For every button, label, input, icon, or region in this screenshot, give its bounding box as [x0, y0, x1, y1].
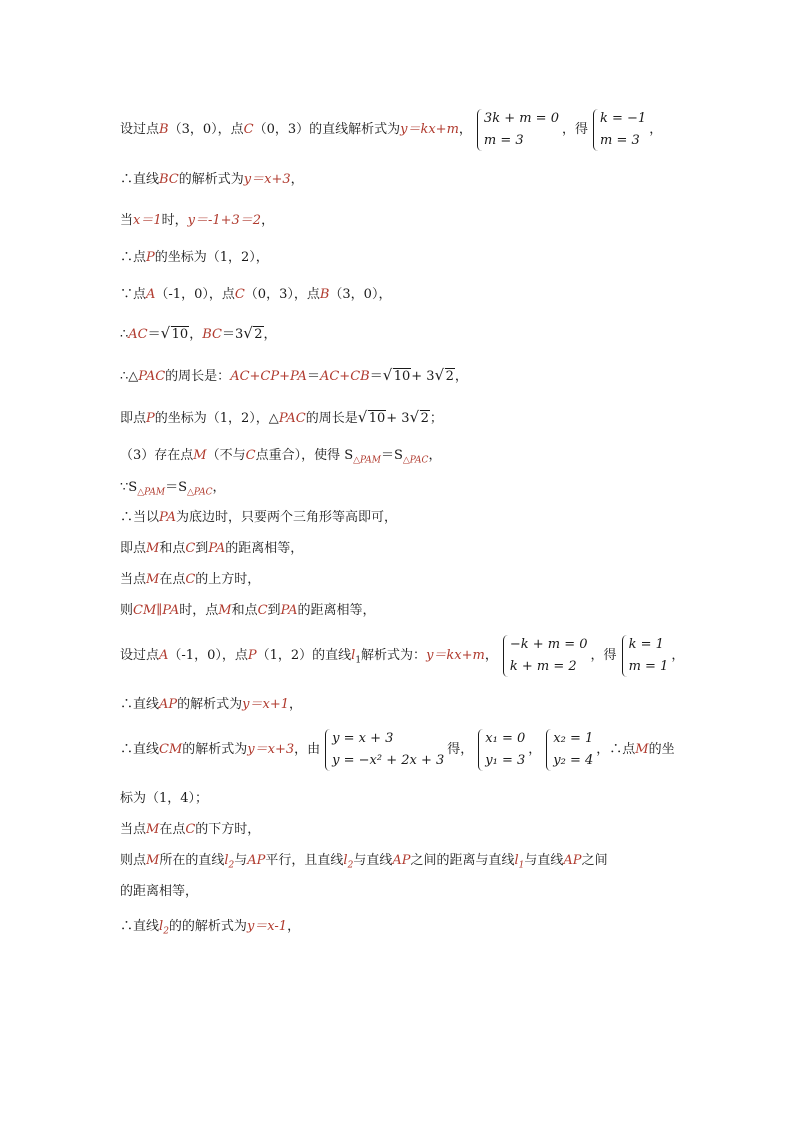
text: ∴直线: [120, 919, 160, 934]
text: 的周长是: [305, 411, 358, 426]
var: PA: [208, 541, 226, 556]
var: A: [146, 287, 156, 302]
text: 的上方时，: [195, 572, 261, 587]
text-line-12: [120, 540, 303, 558]
text-line-7: [120, 368, 468, 386]
equation: 3k + m = 0: [483, 110, 559, 126]
equation-system: [501, 634, 588, 678]
text: 为底边时，只要两个三角形等高即可，: [175, 510, 397, 525]
text: ，: [212, 480, 226, 495]
text: ，得: [561, 122, 588, 137]
subscript: △PAM: [137, 487, 166, 498]
text: ，∴点: [596, 742, 636, 757]
text: 的解析式为: [182, 742, 248, 757]
text: 到: [195, 541, 209, 556]
text: （不与: [206, 448, 246, 463]
var: C: [185, 572, 196, 587]
var: P: [247, 648, 257, 663]
equation: m = 3: [600, 132, 640, 148]
expr: x＝1: [133, 213, 162, 228]
text-line-20: [120, 852, 608, 875]
var: BC: [202, 327, 222, 342]
text: 时，: [161, 213, 188, 228]
var: B: [159, 122, 169, 137]
var: l: [343, 853, 348, 868]
var: C: [257, 603, 268, 618]
radicand: 2: [254, 327, 263, 342]
var: l: [224, 853, 229, 868]
text: 平行，且直线: [265, 853, 344, 868]
text-line-8: [120, 410, 443, 428]
text: 设过点: [120, 122, 160, 137]
text-line-17: [120, 726, 675, 774]
text: 的下方时，: [195, 822, 261, 837]
expr: y＝x+1: [242, 697, 290, 712]
text-line-3: [120, 212, 274, 230]
equation: m = 1: [628, 658, 669, 674]
text: 之间的距离与直线: [410, 853, 515, 868]
text: 的坐: [648, 742, 675, 757]
text: （0，3）的直线解析式为: [253, 122, 401, 137]
text-line-19: [120, 821, 260, 839]
var: M: [146, 822, 160, 837]
text: ∴: [120, 327, 129, 342]
text: （3）存在点: [120, 448, 194, 463]
text: ∥: [156, 603, 163, 618]
text-line-1: [120, 106, 662, 154]
text-line-14: [120, 602, 376, 620]
var: C: [185, 822, 196, 837]
text: 的坐标为（1，2），: [154, 250, 269, 265]
text: （0，3），点: [244, 287, 320, 302]
text: ∴当以: [120, 510, 160, 525]
text-line-11: [120, 509, 397, 527]
text: ∴直线: [120, 697, 160, 712]
text: ∴点: [120, 250, 147, 265]
var: PAC: [138, 369, 166, 384]
text: 在点: [159, 822, 186, 837]
var: PA: [159, 510, 176, 525]
text-line-9: [120, 447, 441, 470]
var: C: [245, 448, 256, 463]
subscript: △PAC: [402, 455, 429, 466]
text: ，由: [294, 742, 321, 757]
equation: y = −x² + 2x + 3: [332, 752, 445, 768]
radicand: 10: [393, 369, 411, 384]
equation: k + m = 2: [509, 658, 577, 674]
text: ＝S: [165, 480, 187, 495]
var: PA: [280, 603, 298, 618]
text: （1，2）的直线: [256, 648, 352, 663]
var: CM: [133, 603, 157, 618]
equation: k = −1: [600, 110, 647, 126]
text-line-2: [120, 171, 304, 189]
text: 到: [267, 603, 281, 618]
text: 当: [120, 213, 134, 228]
text-line-15: [120, 632, 684, 685]
equation: y₂ = 4: [553, 752, 594, 768]
text: 当点: [120, 572, 147, 587]
text: 所在的直线: [159, 853, 225, 868]
var: A: [159, 648, 169, 663]
expr: y＝kx+m: [426, 648, 485, 663]
text: （3，0），: [329, 287, 392, 302]
expr: y＝x-1: [246, 919, 288, 934]
text: 当点: [120, 822, 147, 837]
var: B: [319, 287, 330, 302]
text: ；: [429, 411, 443, 426]
var: PAC: [278, 411, 306, 426]
text: 在点: [159, 572, 186, 587]
text: + 3: [411, 369, 435, 384]
text: ，: [261, 213, 275, 228]
subscript: △PAM: [353, 455, 381, 466]
var: M: [146, 572, 160, 587]
text: ，: [484, 648, 498, 663]
text: 与直线: [524, 853, 564, 868]
text: ∴直线: [120, 172, 160, 187]
text: 即点: [120, 541, 147, 556]
text: ＝3: [221, 327, 244, 342]
sqrt: [384, 368, 412, 386]
radicand: 10: [171, 327, 189, 342]
expr: AC+CP+PA: [230, 369, 307, 384]
text: 的周长是：: [165, 369, 231, 384]
var: C: [185, 541, 196, 556]
var: l: [159, 919, 164, 934]
var: C: [234, 287, 245, 302]
sqrt: [359, 410, 387, 428]
equation: −k + m = 0: [509, 636, 588, 652]
text: 设过点: [120, 648, 160, 663]
var: M: [146, 853, 160, 868]
text: ，: [287, 919, 301, 934]
text: ，: [428, 448, 442, 463]
var: BC: [159, 172, 179, 187]
text: ，: [290, 172, 304, 187]
text: 的距离相等，: [297, 603, 376, 618]
text: 的坐标为（1，2），△: [154, 411, 279, 426]
equation-system: [323, 728, 444, 772]
var: M: [193, 448, 207, 463]
text: ＝: [147, 327, 161, 342]
equation: y = x + 3: [332, 730, 394, 746]
subscript: 1: [518, 860, 525, 871]
var: l: [514, 853, 519, 868]
text: ，: [189, 327, 203, 342]
text: 点重合），使得 S: [255, 448, 354, 463]
text: 与直线: [353, 853, 393, 868]
subscript: 2: [163, 926, 169, 937]
radicand: 2: [420, 411, 429, 426]
var: P: [146, 411, 155, 426]
text: 和点: [231, 603, 258, 618]
text: ∵S: [120, 480, 138, 495]
text: 标为（1，4）；: [120, 791, 209, 806]
text: 的解析式为: [177, 697, 243, 712]
text: 和点: [159, 541, 186, 556]
equation: x₁ = 0: [485, 730, 526, 746]
radicand: 2: [445, 369, 454, 384]
text: 与: [234, 853, 248, 868]
var: PA: [162, 603, 180, 618]
subscript: 1: [355, 655, 362, 666]
text: + 3: [386, 411, 410, 426]
equation-system: [544, 728, 593, 772]
var: AP: [159, 697, 178, 712]
var: AP: [563, 853, 582, 868]
expr: y＝x+3: [243, 172, 291, 187]
expr: AC+CB: [319, 369, 370, 384]
var: AC: [128, 327, 148, 342]
sqrt: [436, 368, 455, 386]
var: M: [218, 603, 232, 618]
text: 的距离相等，: [225, 541, 304, 556]
equation: k = 1: [628, 636, 664, 652]
sqrt: [162, 326, 190, 344]
subscript: 2: [228, 860, 235, 871]
equation: y₁ = 3: [485, 752, 526, 768]
text: 则点: [120, 853, 147, 868]
text-line-4: [120, 249, 269, 267]
subscript: 2: [347, 860, 354, 871]
equation-system: [591, 108, 646, 152]
text: ∵点: [120, 287, 147, 302]
var: P: [146, 250, 155, 265]
text: ＝: [306, 369, 320, 384]
text: 时，点: [179, 603, 219, 618]
text-line-21: [120, 883, 198, 901]
text: （-1，0），点: [168, 648, 248, 663]
text-line-5: [120, 286, 391, 304]
text: ＝: [369, 369, 383, 384]
subscript: △PAC: [186, 487, 213, 498]
equation-system: [476, 728, 525, 772]
text: ，: [671, 648, 685, 663]
equation-system: [475, 108, 559, 152]
expr: y＝-1+3＝2: [187, 213, 262, 228]
text: ∴△: [120, 369, 139, 384]
expr: y＝x+3: [247, 742, 295, 757]
text: ，: [458, 122, 472, 137]
text: 即点: [120, 411, 147, 426]
text: ，: [289, 697, 303, 712]
equation: x₂ = 1: [553, 730, 594, 746]
expr: y＝kx+m: [400, 122, 459, 137]
var: l: [351, 648, 356, 663]
text: （-1，0），点: [155, 287, 235, 302]
radicand: 10: [368, 411, 386, 426]
var: C: [243, 122, 254, 137]
var: AP: [392, 853, 411, 868]
var: CM: [159, 742, 183, 757]
text: ，: [263, 327, 277, 342]
text: ＝S: [380, 448, 403, 463]
text: ∴直线: [120, 742, 160, 757]
text: 的的解析式为: [168, 919, 247, 934]
text-line-6: [120, 326, 277, 344]
text: ，得: [590, 648, 617, 663]
sqrt: [411, 410, 430, 428]
text: 则: [120, 603, 134, 618]
text: ，: [454, 369, 468, 384]
var: AP: [247, 853, 266, 868]
equation-system: [620, 634, 669, 678]
text: 的距离相等，: [120, 884, 199, 899]
text: 的解析式为: [178, 172, 244, 187]
text-line-22: [120, 918, 300, 941]
text: ，: [528, 742, 542, 757]
text: （3，0），点: [168, 122, 244, 137]
var: M: [146, 541, 160, 556]
text: 之间: [581, 853, 608, 868]
text: 解析式为：: [361, 648, 427, 663]
text-line-18: [120, 790, 208, 808]
equation: m = 3: [483, 132, 524, 148]
text: ，: [649, 122, 663, 137]
text: 得，: [447, 742, 474, 757]
text-line-16: [120, 696, 302, 714]
sqrt: [244, 326, 263, 344]
text-line-13: [120, 571, 260, 589]
var: M: [635, 742, 649, 757]
text-line-10: [120, 479, 226, 502]
